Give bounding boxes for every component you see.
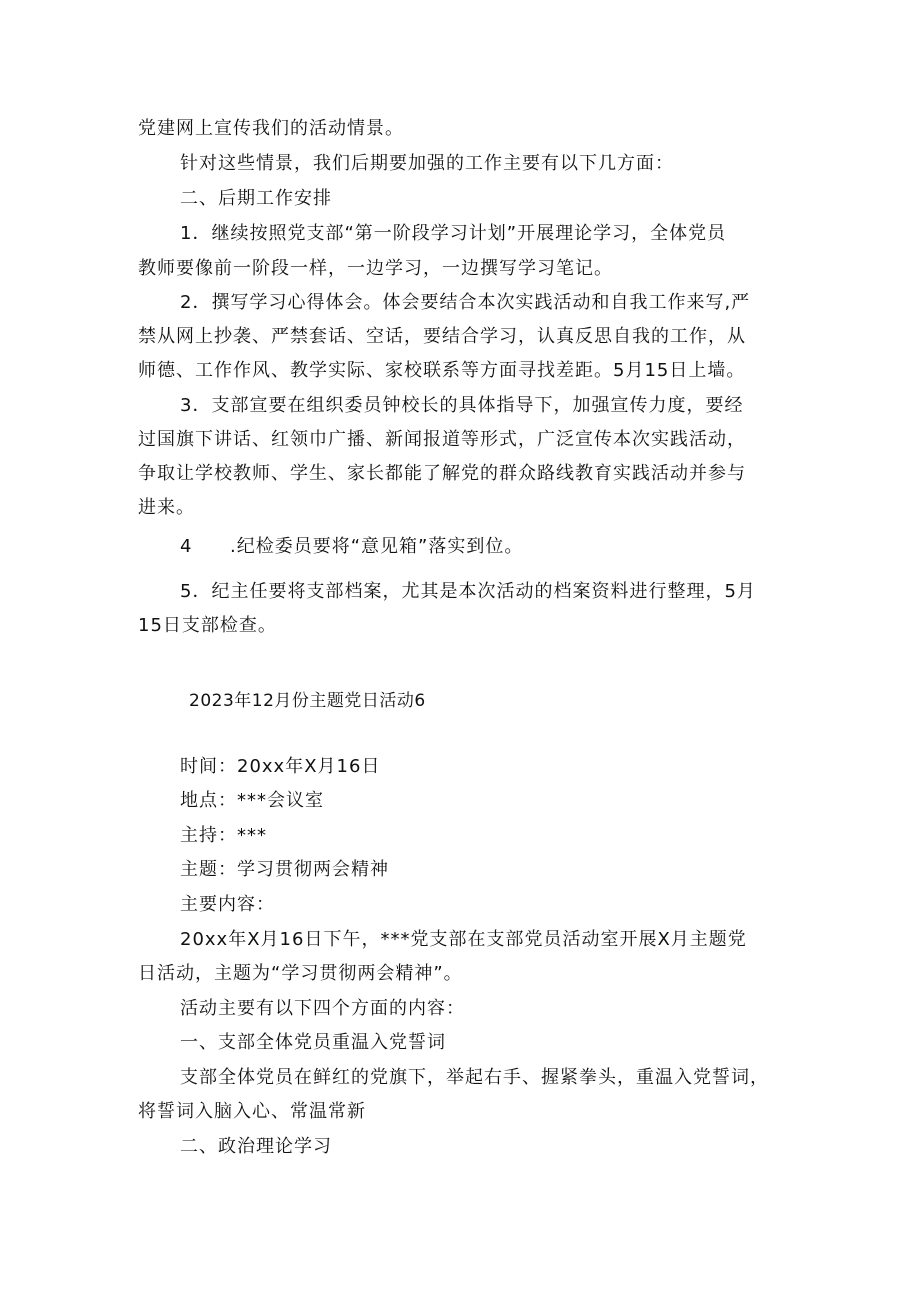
list-item-line: 2．撰写学习心得体会。体会要结合本次实践活动和自我工作来写,严: [180, 292, 751, 313]
list-item-line: 进来。: [138, 497, 195, 518]
list-item-number: 4: [180, 536, 193, 557]
section-heading: 二、政治理论学习: [180, 1136, 332, 1157]
paragraph-line: 将誓词入脑入心、常温常新: [138, 1101, 366, 1122]
section-heading: 一、支部全体党员重温入党誓词: [180, 1032, 446, 1053]
content-label: 主要内容：: [180, 894, 275, 915]
paragraph-line: 20xx年X月16日下午，***党支部在支部党员活动室开展X月主题党: [180, 929, 747, 950]
paragraph-line: 活动主要有以下四个方面的内容：: [180, 998, 465, 1019]
info-time: 时间：20xx年X月16日: [180, 756, 381, 777]
info-place: 地点：***会议室: [180, 790, 324, 811]
info-topic: 主题：学习贯彻两会精神: [180, 859, 389, 880]
section-heading: 二、后期工作安排: [180, 188, 332, 209]
paragraph-line: 针对这些情景，我们后期要加强的工作主要有以下几方面：: [180, 153, 674, 174]
paragraph-line: 日活动，主题为“学习贯彻两会精神”。: [138, 963, 463, 984]
list-item-line: 师德、工作作风、教学实际、家校联系等方面寻找差距。5月15日上墙。: [138, 360, 746, 381]
list-item-line: 过国旗下讲话、红领巾广播、新闻报道等形式，广泛宣传本次实践活动，: [138, 429, 746, 450]
list-item-line: 禁从网上抄袭、严禁套话、空话，要结合学习，认真反思自我的工作，从: [138, 326, 746, 347]
paragraph-line: 支部全体党员在鲜红的党旗下，举起右手、握紧拳头，重温入党誓词，: [180, 1067, 769, 1088]
list-item-line: 5．纪主任要将支部档案，尤其是本次活动的档案资料进行整理，5月: [180, 581, 756, 602]
list-item-line: 争取让学校教师、学生、家长都能了解党的群众路线教育实践活动并参与: [138, 463, 746, 484]
list-item-line: .纪检委员要将“意见箱”落实到位。: [230, 536, 524, 557]
list-item-line: 教师要像前一阶段一样，一边学习，一边撰写学习笔记。: [138, 258, 613, 279]
list-item-line: 1．继续按照党支部“第一阶段学习计划”开展理论学习，全体党员: [180, 223, 727, 244]
paragraph-line: 党建网上宣传我们的活动情景。: [138, 118, 404, 139]
document-title: 2023年12月份主题党日活动6: [189, 691, 426, 711]
info-host: 主持：***: [180, 825, 267, 846]
list-item-line: 3．支部宣要在组织委员钟校长的具体指导下，加强宣传力度，要经: [180, 395, 744, 416]
list-item-line: 15日支部检查。: [138, 615, 277, 636]
